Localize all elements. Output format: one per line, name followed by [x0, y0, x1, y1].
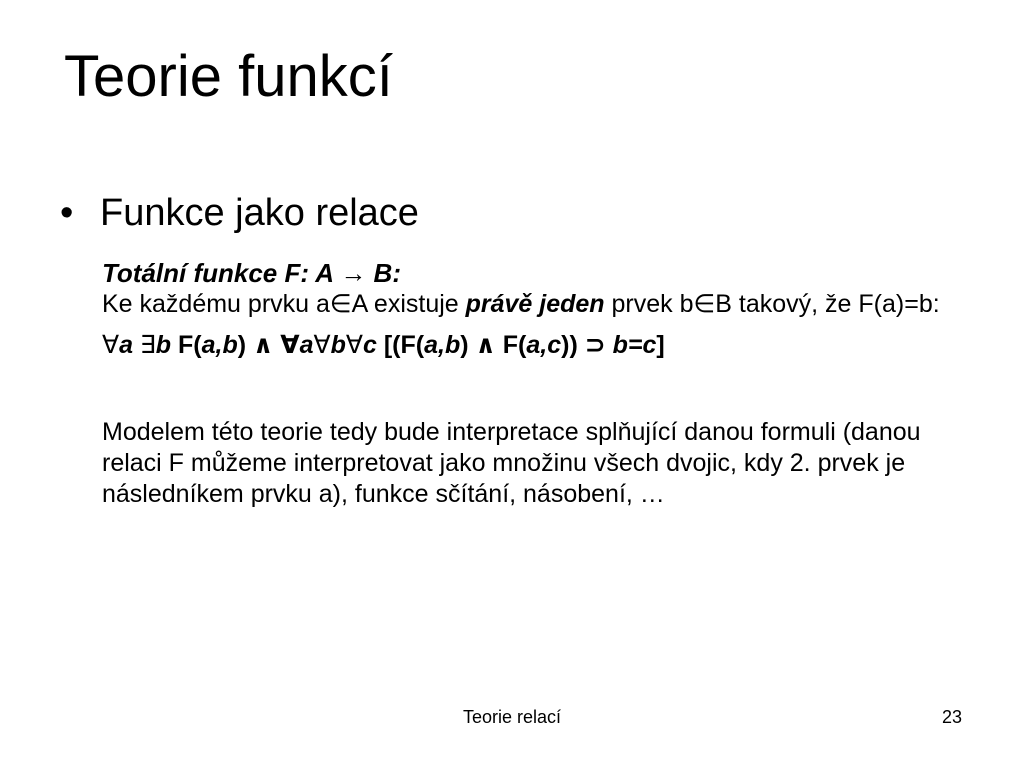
formula-part: [(F(	[376, 331, 425, 359]
formula-part: ) ∧ ∀	[237, 331, 300, 359]
formula-part: ∃	[133, 331, 156, 359]
formula-part: b	[155, 331, 172, 359]
slide-content	[102, 258, 982, 510]
formula-part: ∀	[102, 331, 120, 359]
formula-part: ∀	[313, 331, 331, 359]
formula-part: F(	[171, 331, 202, 359]
formula-part: a,c	[526, 331, 562, 359]
formula-part: ]	[656, 331, 665, 359]
bullet-icon: •	[60, 192, 74, 234]
formula-part: b=c	[612, 331, 657, 359]
formula-part: c	[363, 331, 377, 359]
footer-title: Teorie relací	[462, 707, 562, 727]
formula-part: ∀	[345, 331, 363, 359]
model-paragraph: Modelem této teorie tedy bude interpretace splňující danou formuli (danou relaci F můžeme interpretovat jako množinu všech dvojic, kdy 2. prvek je následníkem prvku a), funkce sčítání, násobení, …	[102, 418, 921, 508]
formula-part: a	[119, 331, 134, 359]
formula-part: a,b	[201, 331, 238, 359]
definition-text-after: prvek b∈B takový, že F(a)=b:	[604, 290, 940, 318]
formula	[102, 330, 982, 361]
page-number: 23	[941, 707, 962, 727]
definition-title: Totální funkce F: A → B:	[102, 258, 401, 288]
formula-part: a,b	[424, 331, 461, 359]
formula-part: )) ⊃	[561, 331, 613, 359]
formula-part: a	[299, 331, 314, 359]
definition-emphasis: právě jeden	[465, 290, 605, 318]
bullet-item	[60, 190, 419, 236]
slide-title: Teorie funkcí	[64, 44, 393, 109]
formula-part: ) ∧ F(	[460, 331, 527, 359]
definition-text	[102, 289, 982, 320]
formula-part: b	[330, 331, 346, 359]
definition-text-before: Ke každému prvku a∈A existuje	[102, 290, 466, 318]
bullet-text: Funkce jako relace	[100, 192, 419, 234]
